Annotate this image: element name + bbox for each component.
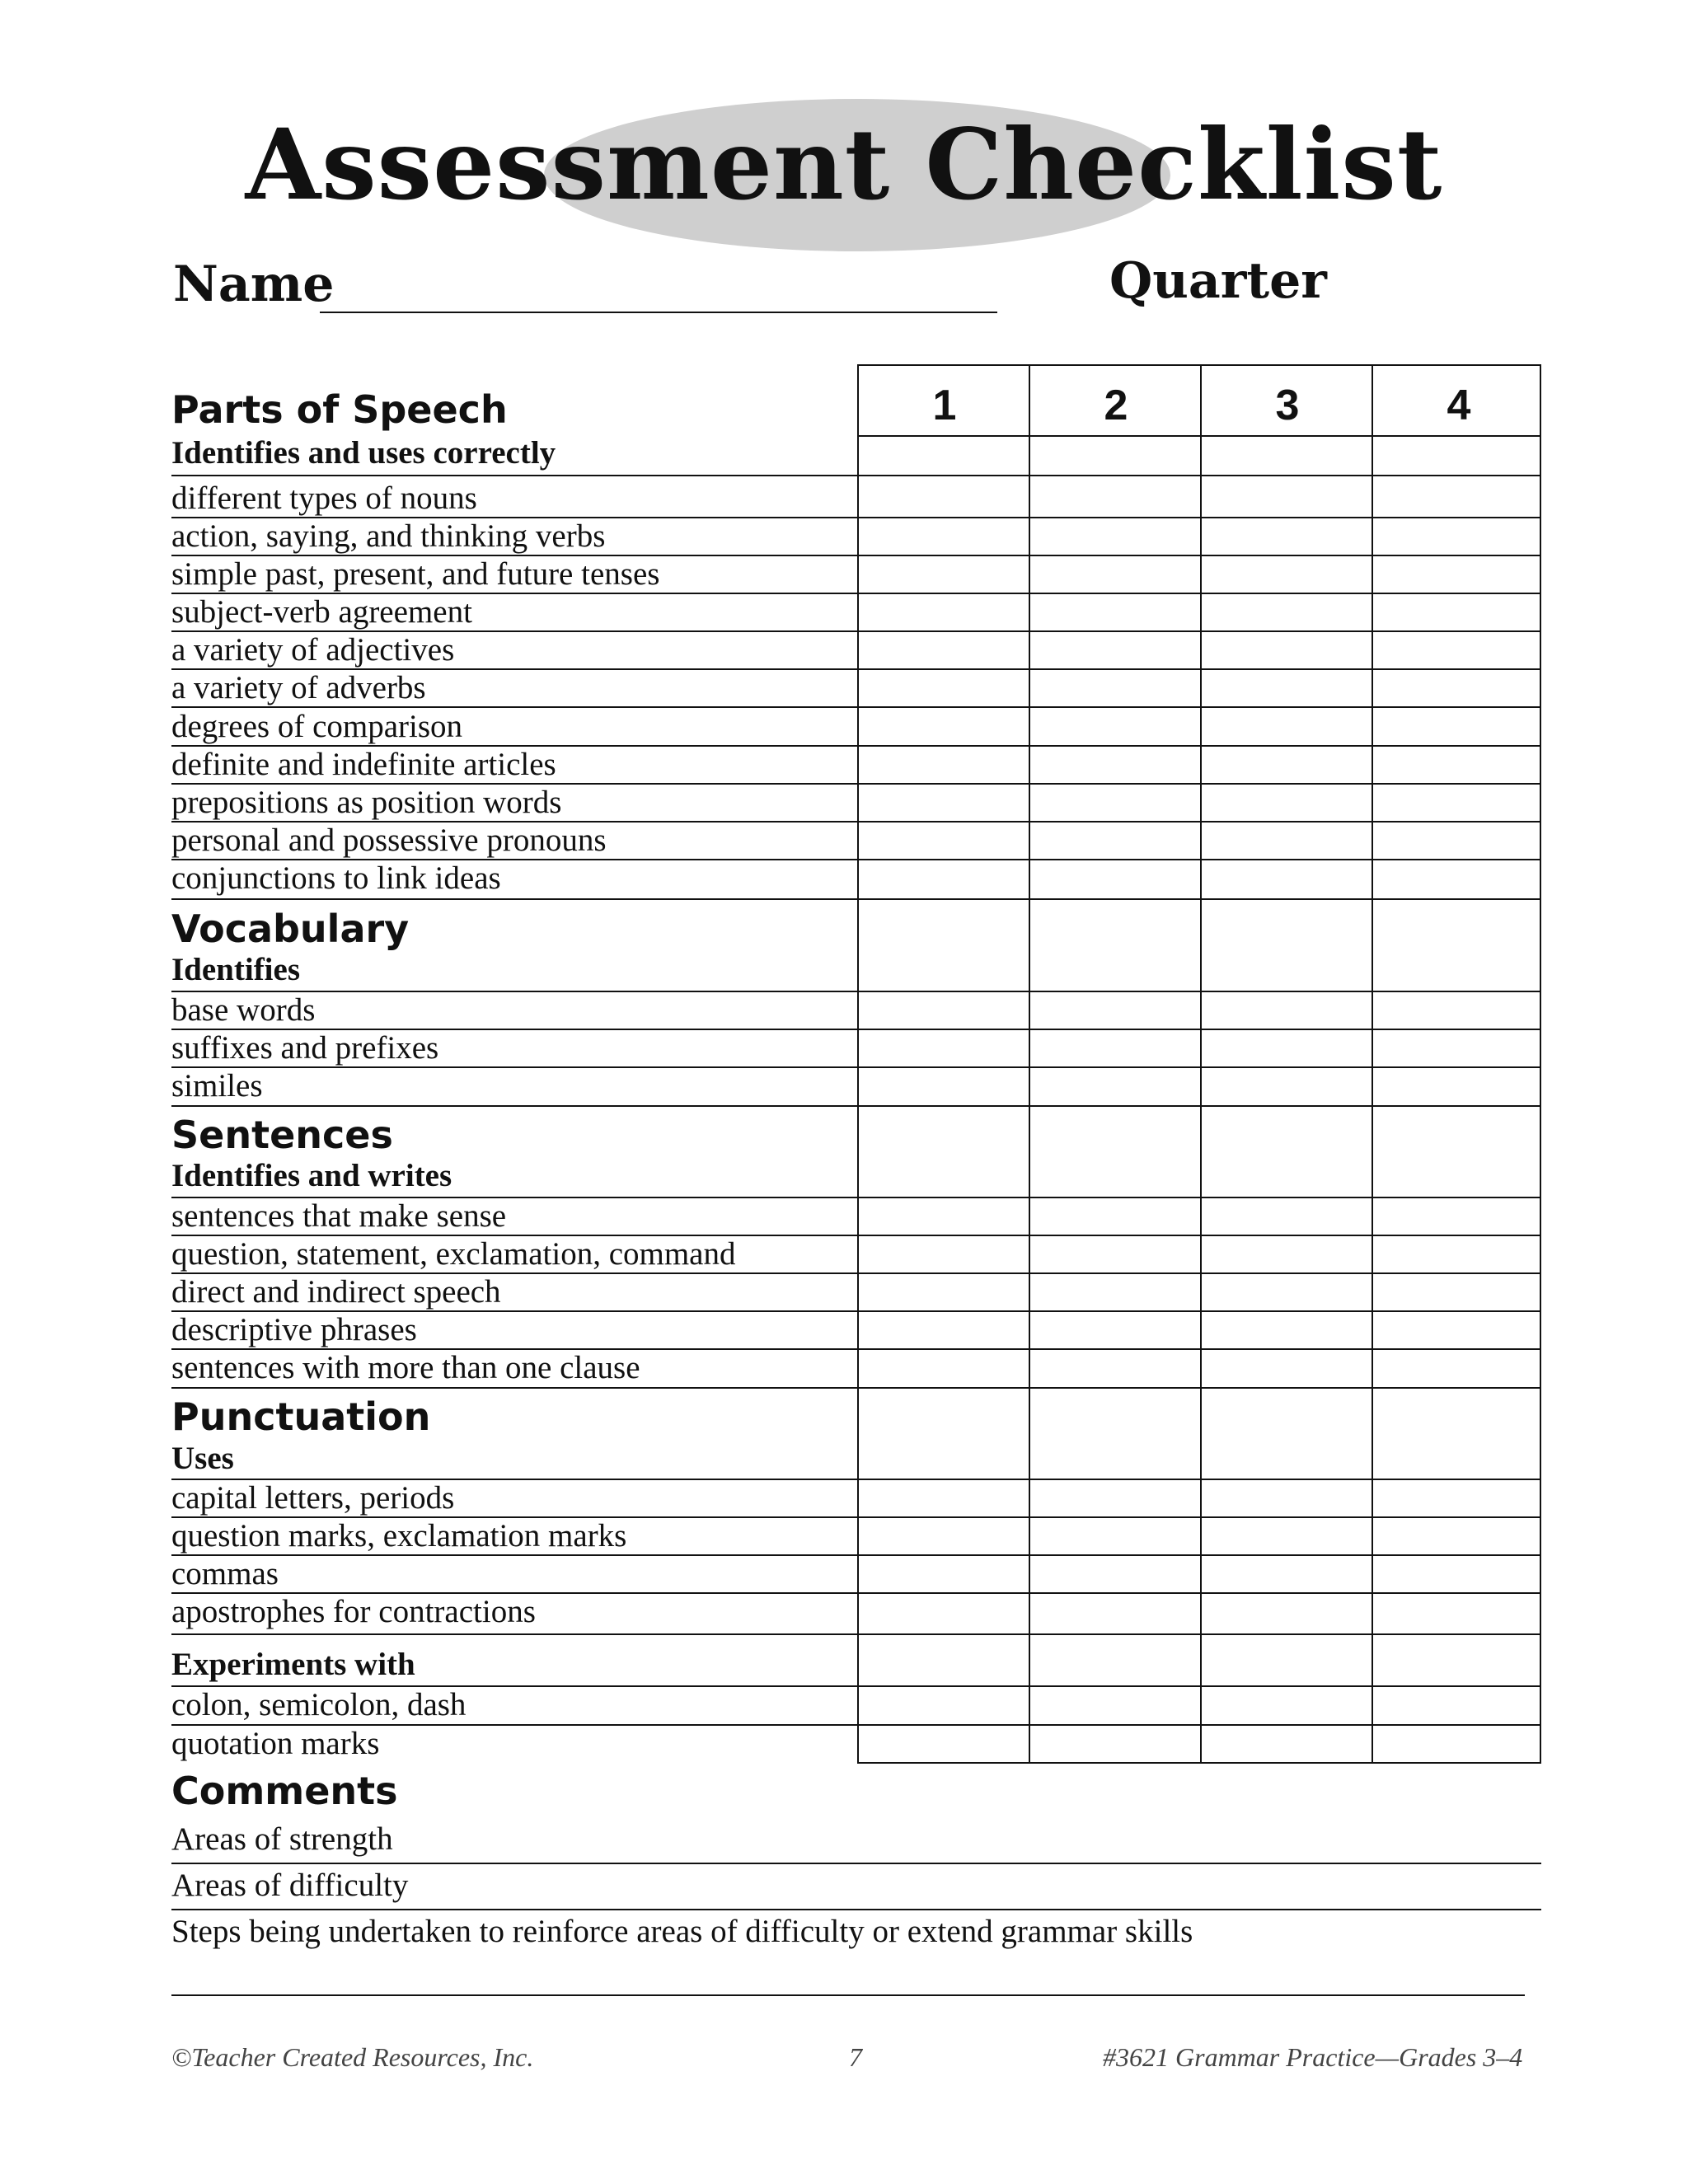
row-rule [171, 1105, 1541, 1107]
checklist-item: question, statement, exclamation, command [171, 1236, 736, 1272]
row-rule [171, 991, 1541, 992]
checklist-item: question marks, exclamation marks [171, 1518, 627, 1554]
grid-column-divider [1029, 366, 1030, 1762]
checklist-item: capital letters, periods [171, 1480, 455, 1516]
name-label: Name [173, 255, 335, 313]
checklist-item: base words [171, 992, 316, 1028]
grid-column-divider [1372, 366, 1373, 1762]
grid-column-divider [1200, 366, 1202, 1762]
section-title-vocabulary: Vocabulary [171, 907, 410, 951]
comment-strength-label: Areas of strength [171, 1821, 393, 1857]
quarter-label: Quarter [1109, 252, 1327, 310]
section-title-punctuation: Punctuation [171, 1394, 431, 1439]
row-rule [171, 1554, 1541, 1556]
checklist-item: definite and indefinite articles [171, 747, 556, 782]
checklist-item: simple past, present, and future tenses [171, 556, 660, 592]
checklist-item: different types of nouns [171, 480, 477, 516]
checklist-item: subject-verb agreement [171, 594, 472, 630]
comment-steps-label: Steps being undertaken to reinforce areas of difficulty or extend grammar skills [171, 1914, 1193, 1949]
section-title-parts-of-speech: Parts of Speech [171, 387, 508, 432]
footer-page-number: 7 [849, 2042, 862, 2072]
checklist-item: colon, semicolon, dash [171, 1687, 467, 1722]
name-field[interactable] [320, 312, 997, 313]
grid-header-rule [857, 435, 1541, 437]
page-title: Assessment Checklist [245, 107, 1443, 222]
section-subtitle: Identifies and uses correctly [171, 435, 556, 471]
quarter-1-header: 1 [932, 382, 957, 429]
quarter-4-header: 4 [1447, 382, 1471, 429]
checklist-item: a variety of adjectives [171, 632, 455, 668]
row-rule [171, 1633, 1541, 1635]
row-rule [171, 1066, 1541, 1068]
checklist-item: quotation marks [171, 1726, 380, 1761]
checklist-item: sentences that make sense [171, 1198, 507, 1234]
checklist-item: apostrophes for contractions [171, 1594, 536, 1629]
footer-copyright: ©Teacher Created Resources, Inc. [171, 2042, 534, 2072]
checklist-item: commas [171, 1556, 279, 1591]
section-subtitle: Uses [171, 1441, 234, 1476]
section-subtitle: Identifies and writes [171, 1158, 452, 1193]
checklist-item: conjunctions to link ideas [171, 860, 501, 896]
title-area [0, 91, 1688, 264]
checklist-item: prepositions as position words [171, 785, 562, 820]
quarter-3-header: 3 [1275, 382, 1300, 429]
section-title-sentences: Sentences [171, 1113, 393, 1157]
checklist-item: suffixes and prefixes [171, 1030, 439, 1066]
checklist-item: degrees of comparison [171, 709, 463, 744]
row-rule [171, 706, 1541, 708]
section-title-comments: Comments [171, 1769, 398, 1813]
checklist-item: direct and indirect speech [171, 1274, 501, 1310]
row-rule [171, 898, 1541, 900]
checklist-item: personal and possessive pronouns [171, 823, 607, 858]
footer-book-title: #3621 Grammar Practice—Grades 3–4 [1103, 2042, 1523, 2072]
checklist-item: similes [171, 1068, 263, 1104]
section-subtitle-experiments: Experiments with [171, 1647, 415, 1682]
row-rule [171, 1387, 1541, 1389]
checklist-item: sentences with more than one clause [171, 1350, 640, 1385]
section-subtitle: Identifies [171, 952, 300, 987]
comment-strength-field[interactable] [171, 1863, 1541, 1864]
quarter-2-header: 2 [1104, 382, 1128, 429]
checklist-item: action, saying, and thinking verbs [171, 518, 606, 554]
checklist-item: descriptive phrases [171, 1312, 417, 1347]
row-rule [171, 475, 1541, 476]
comment-difficulty-field[interactable] [171, 1909, 1541, 1910]
comment-difficulty-label: Areas of difficulty [171, 1868, 409, 1903]
comment-steps-field[interactable] [171, 1994, 1525, 1996]
checklist-item: a variety of adverbs [171, 670, 426, 705]
